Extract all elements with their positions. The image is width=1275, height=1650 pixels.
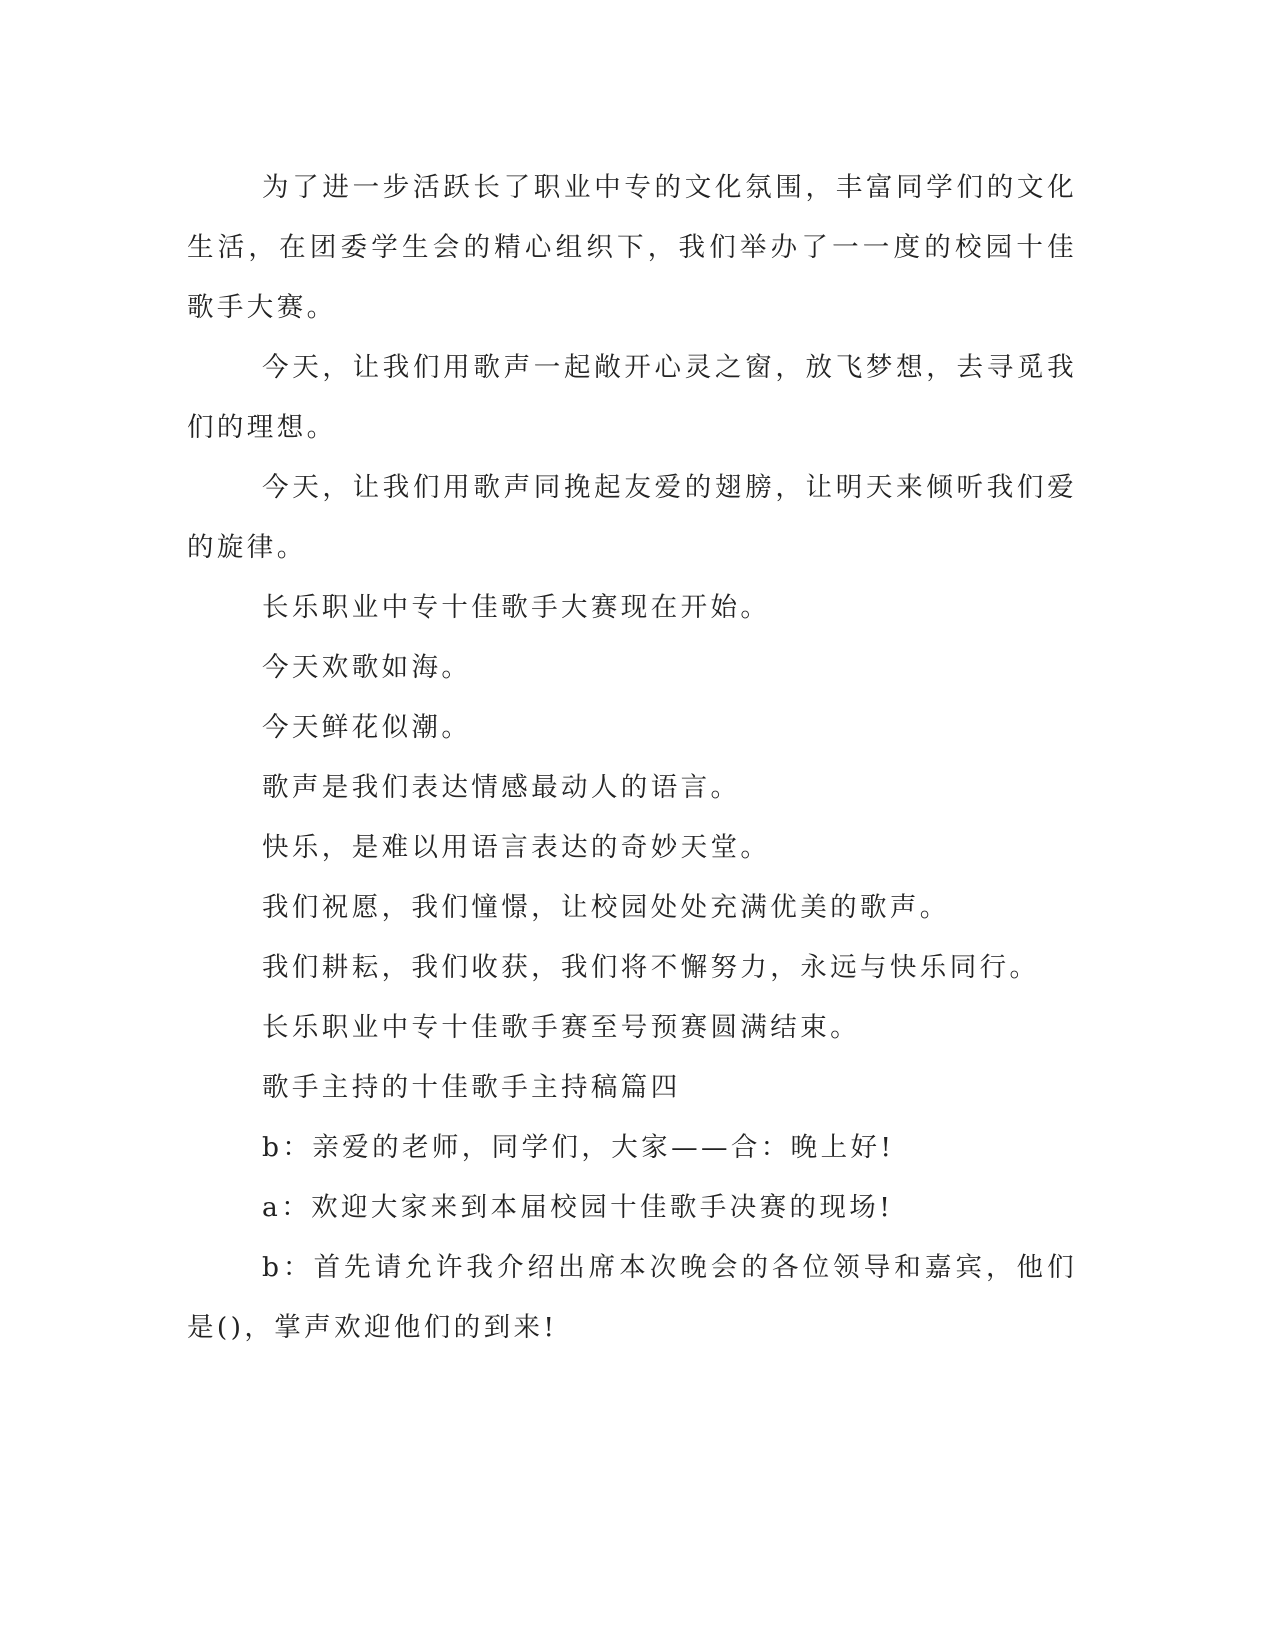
paragraph-open-heart: 今天，让我们用歌声一起敞开心灵之窗，放飞梦想，去寻觅我们的理想。	[187, 352, 1077, 443]
paragraph-prelim-end: 长乐职业中专十佳歌手赛至号预赛圆满结束。	[262, 1012, 860, 1043]
paragraph-harvest: 我们耕耘，我们收获，我们将不懈努力，永远与快乐同行。	[262, 952, 1040, 983]
document-body	[187, 158, 1077, 1358]
paragraph-intro: 为了进一步活跃长了职业中专的文化氛围，丰富同学们的文化生活，在团委学生会的精心组织下，我们举办了一一度的校园十佳歌手大赛。	[187, 172, 1077, 323]
paragraph-friendship: 今天，让我们用歌声同挽起友爱的翅膀，让明天来倾听我们爱的旋律。	[187, 472, 1077, 563]
paragraph-welcome: a：欢迎大家来到本届校园十佳歌手决赛的现场!	[262, 1192, 894, 1223]
paragraph-happiness: 快乐，是难以用语言表达的奇妙天堂。	[262, 832, 771, 863]
paragraph-wishes: 我们祝愿，我们憧憬，让校园处处充满优美的歌声。	[262, 892, 950, 923]
paragraph-contest-start: 长乐职业中专十佳歌手大赛现在开始。	[262, 592, 771, 623]
paragraph-songs-language: 歌声是我们表达情感最动人的语言。	[262, 772, 741, 803]
section-heading: 歌手主持的十佳歌手主持稿篇四	[262, 1072, 681, 1103]
paragraph-songs-like-sea: 今天欢歌如海。	[262, 652, 472, 683]
paragraph-introduce-guests: b：首先请允许我介绍出席本次晚会的各位领导和嘉宾，他们是()，掌声欢迎他们的到来!	[187, 1252, 1077, 1343]
paragraph-flowers-like-tide: 今天鲜花似潮。	[262, 712, 472, 743]
paragraph-greeting: b：亲爱的老师，同学们，大家——合：晚上好!	[262, 1132, 895, 1163]
